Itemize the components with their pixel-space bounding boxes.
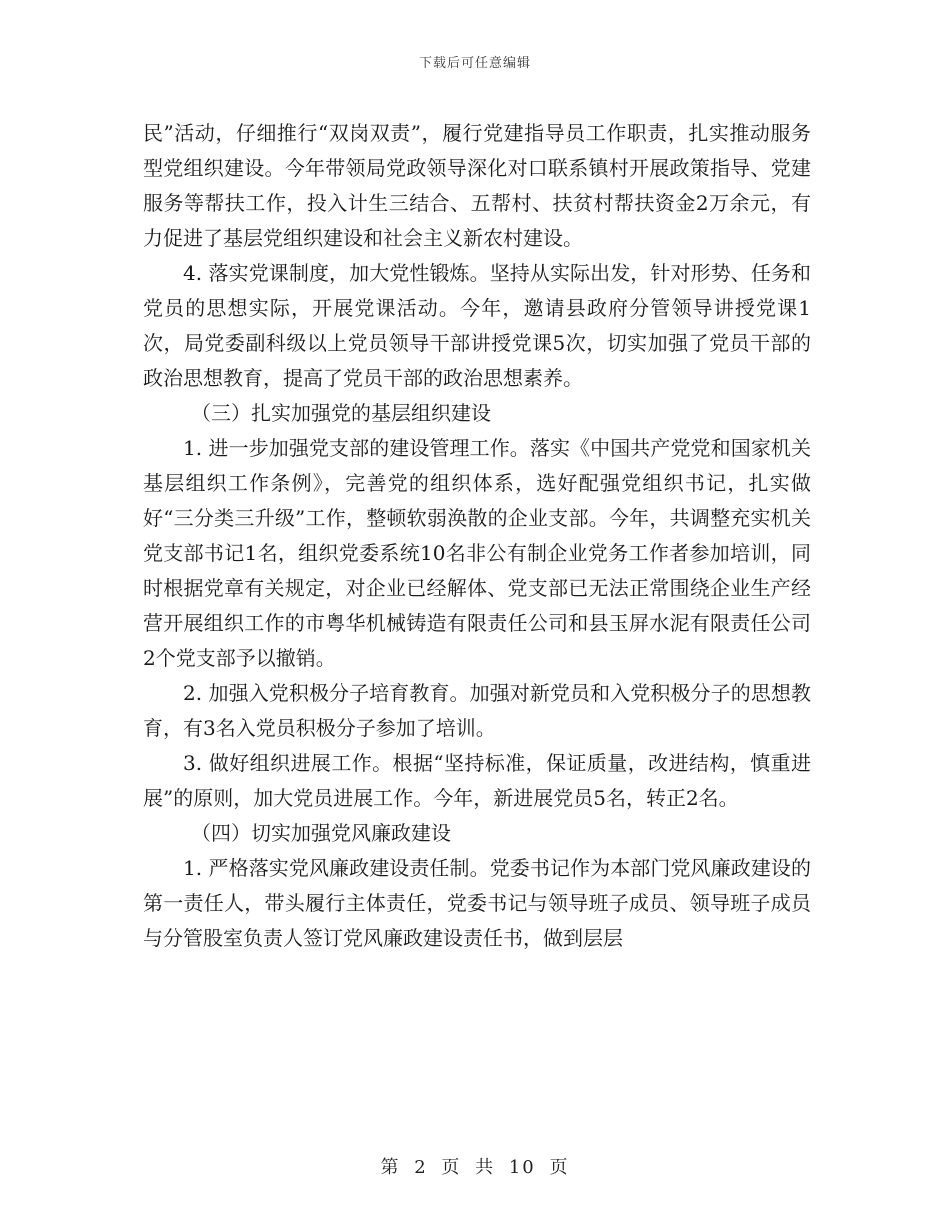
section-heading-3: （三）扎实加强党的基层组织建设	[191, 401, 491, 425]
document-body	[143, 116, 811, 956]
paragraph-branch-management: 1. 进一步加强党支部的建设管理工作。落实《中国共产党党和国家机关基层组织工作条例》，完善党的组织体系，选好配强党组织书记，扎实做好“三分类三升级”工作，整顿软弱涣散的企业支部。今年，共调整充实机关党支部书记1名，组织党委系统10名非公有制企业党务工作者参加培训，同时根据党章有关规定，对企业已经解体、党支部已无法正常围绕企业生产经营开展组织工作的市粤华机械铸造有限责任公司和县玉屏水泥有限责任公司2个党支部予以撤销。	[143, 436, 811, 670]
paragraph-activist-training: 2. 加强入党积极分子培育教育。加强对新党员和入党积极分子的思想教育，有3名入党员积极分子参加了培训。	[143, 681, 811, 740]
section-heading-4: （四）切实加强党风廉政建设	[191, 821, 451, 845]
paragraph-recruitment: 3. 做好组织进展工作。根据“坚持标准，保证质量，改进结构，慎重进展”的原则，加大党员进展工作。今年，新进展党员5名，转正2名。	[143, 751, 811, 810]
paragraph-responsibility-system: 1. 严格落实党风廉政建设责任制。党委书记作为本部门党风廉政建设的第一责任人，带头履行主体责任，党委书记与领导班子成员、领导班子成员与分管股室负责人签订党风廉政建设责任书，做到层层	[143, 856, 811, 950]
paragraph-continuation: 民”活动，仔细推行“双岗双责”，履行党建指导员工作职责，扎实推动服务型党组织建设。今年带领局党政领导深化对口联系镇村开展政策指导、党建服务等帮扶工作，投入计生三结合、五帮村、扶贫村帮扶资金2万余元，有力促进了基层党组织建设和社会主义新农村建设。	[143, 121, 811, 250]
page-number-footer: 第 2 页 共 10 页	[380, 1157, 570, 1178]
page-header: 下载后可任意编辑	[418, 56, 531, 71]
paragraph-party-lecture: 4. 落实党课制度，加大党性锻炼。坚持从实际出发，针对形势、任务和党员的思想实际，开展党课活动。今年，邀请县政府分管领导讲授党课1次，局党委副科级以上党员领导干部讲授党课5次，切实加强了党员干部的政治思想教育，提高了党员干部的政治思想素养。	[143, 261, 811, 390]
